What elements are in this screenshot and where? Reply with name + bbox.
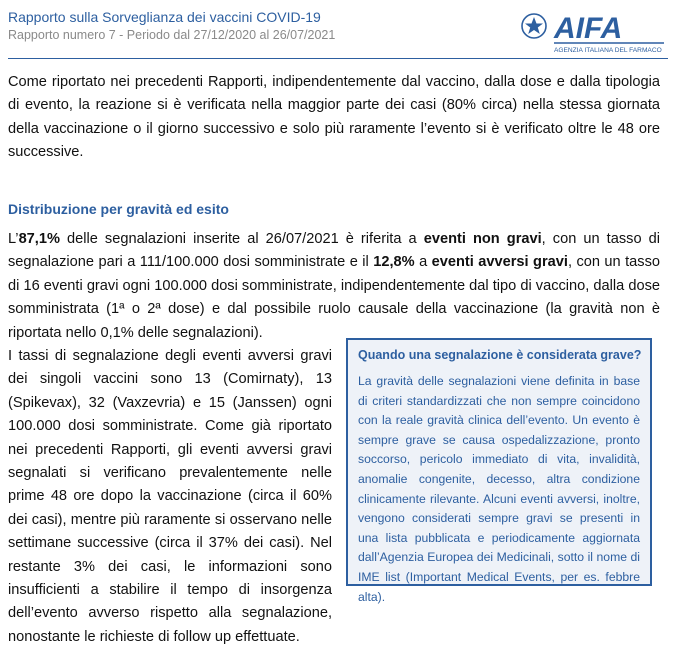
section-heading: Distribuzione per gravità ed esito [8, 201, 229, 217]
p2-text-1: L’ [8, 231, 19, 247]
page-header [8, 6, 668, 58]
rates-paragraph: I tassi di segnalazione degli eventi avversi gravi dei singoli vaccini sono 13 (Comirnaty), 13 (Spikevax), 32 (Vaxzevria) e 15 (Janssen) ogni 100.000 dosi somministrate. Come già riportato nei precedenti Rapporti, gli eventi avversi gravi segnalati si verificano prevalentemente nelle prime 48 ore dopo la vaccinazione (circa il 60% dei casi), mentre più raramente si osservano nelle settimane successive (circa il 37% dei casi). Nel restante 3% dei casi, le informazioni sono insufficienti a stabilire il tempo di insorgenza dell’evento avverso rispetto alla segnalazione, nonostante le richieste di follow up effettuate. [8, 348, 332, 645]
header-divider [8, 58, 668, 59]
p2-bold-serious: eventi avversi gravi [431, 254, 568, 271]
logo-text: AIFA [554, 12, 623, 45]
logo-caption: AGENZIA ITALIANA DEL FARMACO [554, 47, 662, 54]
p2-text-4: a [414, 254, 432, 271]
p2-text-5: , con un tasso di 16 eventi gravi ogni 100.000 dosi somministrate, indipendentemente dal tipo di vaccino, dalla dose somministrata (1ª o 2ª dose) e dal possibile ruolo causale della vaccinazione (la gravità non è riportata nello 0,1% delle segnalazioni). [8, 254, 660, 341]
report-title: Rapporto sulla Sorveglianza dei vaccini COVID-19 [8, 9, 321, 25]
aifa-logo [518, 6, 668, 56]
report-subtitle: Rapporto numero 7 - Periodo dal 27/12/2020 al 26/07/2021 [8, 28, 336, 42]
p2-text-3: , con un tasso di segnalazione pari a 111/100.000 dosi somministrate e il [8, 231, 660, 271]
p2-bold-serious-pct: 12,8% [373, 254, 415, 271]
info-box [346, 338, 652, 604]
severity-paragraph [8, 228, 660, 345]
p2-bold-non-serious-pct: 87,1% [18, 231, 60, 247]
p2-bold-non-serious: eventi non gravi [423, 231, 542, 247]
info-box-title: Quando una segnalazione è considerata grave? [358, 348, 642, 362]
emblem-icon [522, 14, 546, 38]
intro-paragraph: Come riportato nei precedenti Rapporti, indipendentemente dal vaccino, dalla dose e dalla tipologia di evento, la reazione si è verificata nella maggior parte dei casi (80% circa) nella stessa giornata della vaccinazione o il giorno successivo e solo più raramente l’evento si è verificato oltre le 48 ore successive. [8, 74, 660, 161]
p2-text-2: delle segnalazioni inserite al 26/07/2021 è riferita a [59, 231, 424, 247]
info-box-text: La gravità delle segnalazioni viene definita in base di criteri standardizzati che non sempre coincidono con la reale gravità clinica dell’evento. Un evento è sempre grave se causa ospedalizzazione, pronto soccorso, pericolo immediato di vita, invalidità, anomalie congenite, decesso, altra condizione clinicamente rilevante. Alcuni eventi avversi, inoltre, vengono considerati sempre gravi se presenti in una lista pubblicata e periodicamente aggiornata dall’Agenzia Europea dei Medicinali, sotto il nome di IME list (Important Medical Events, per es. febbre alta). [358, 374, 640, 604]
